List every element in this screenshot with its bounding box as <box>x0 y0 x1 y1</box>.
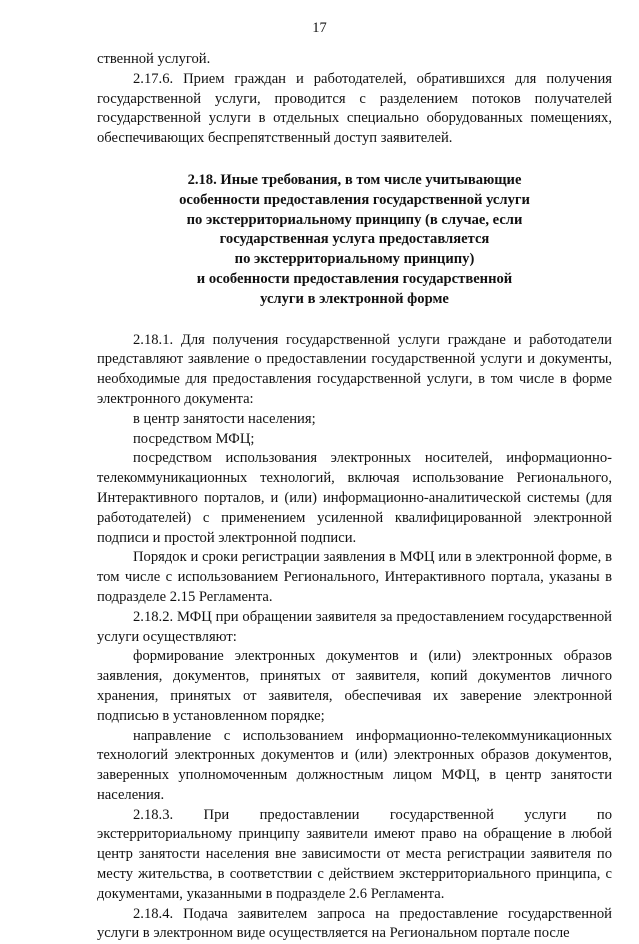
heading-line: по экстерриториальному принципу (в случае, если <box>186 211 523 228</box>
heading-line: 2.18. Иные требования, в том числе учитывающие <box>187 171 522 188</box>
list-item: направление с использованием информационно-телекоммуникационных технологий электронных документов и (или) электронных образов документов, заверенных уполномоченным должностным лицом МФЦ, в центр занятости населения. <box>97 727 612 803</box>
paragraph-2-18-3: 2.18.3. При предоставлении государственной услуги по экстерриториальному принципу заявители имеют право на обращение в любой центр занятости населения вне зависимости от места регистрации заявителя по месту жительства, в соответствии с действием экстерриториального принципа, с документами, указанными в подразделе 2.6 Регламента. <box>97 806 612 902</box>
heading-line: по экстерриториальному принципу) <box>234 251 475 268</box>
list-item: в центр занятости населения; <box>133 410 316 427</box>
page-number: 17 <box>312 20 327 36</box>
list-item: формирование электронных документов и (или) электронных образов заявления, документов, принятых от заявителя, копий документов личного хранения, принятых от заявителя, обеспечивая их заверение электронной подписью в установленном порядке; <box>97 648 612 724</box>
heading-line: и особенности предоставления государственной <box>196 270 513 287</box>
paragraph-2-18-2: 2.18.2. МФЦ при обращении заявителя за предоставлением государственной услуги осуществляют: <box>97 608 612 645</box>
paragraph-2-17-6: 2.17.6. Прием граждан и работодателей, обратившихся для получения государственной услуги, проводится с разделением потоков получателей государственной услуги в отдельных специально оборудованных помещениях, обеспечивающих беспрепятственный доступ заявителей. <box>97 70 612 147</box>
list-item: посредством использования электронных носителей, информационно-телекоммуникационных технологий, включая использование Регионального, Интерактивного порталов, и (или) информационно-аналитической системы (для работодателей) с применением усиленной квалифицированной электронной подписи и простой электронной подписи. <box>97 450 612 546</box>
paragraph-2-18-1: 2.18.1. Для получения государственной услуги граждане и работодатели представляют заявление о предоставлении государственной услуги и документы, необходимые для предоставления государственной услуги, в том числе в форме электронного документа: <box>97 331 612 407</box>
section-heading-2-18 <box>97 171 612 310</box>
list-item: посредством МФЦ; <box>133 430 255 447</box>
heading-line: государственная услуга предоставляется <box>219 231 490 248</box>
page-content <box>97 50 612 944</box>
paragraph-2-18-4: 2.18.4. Подача заявителем запроса на предоставление государственной услуги в электронном виде осуществляется на Региональном портале после <box>97 905 612 942</box>
paragraph-registration-order: Порядок и сроки регистрации заявления в МФЦ или в электронной форме, в том числе с использованием Регионального, Интерактивного портала, указаны в подразделе 2.15 Регламента. <box>97 549 612 605</box>
continuation-text: ственной услугой. <box>97 51 211 67</box>
heading-line: особенности предоставления государственной услуги <box>179 191 530 208</box>
heading-line: услуги в электронной форме <box>260 290 449 307</box>
